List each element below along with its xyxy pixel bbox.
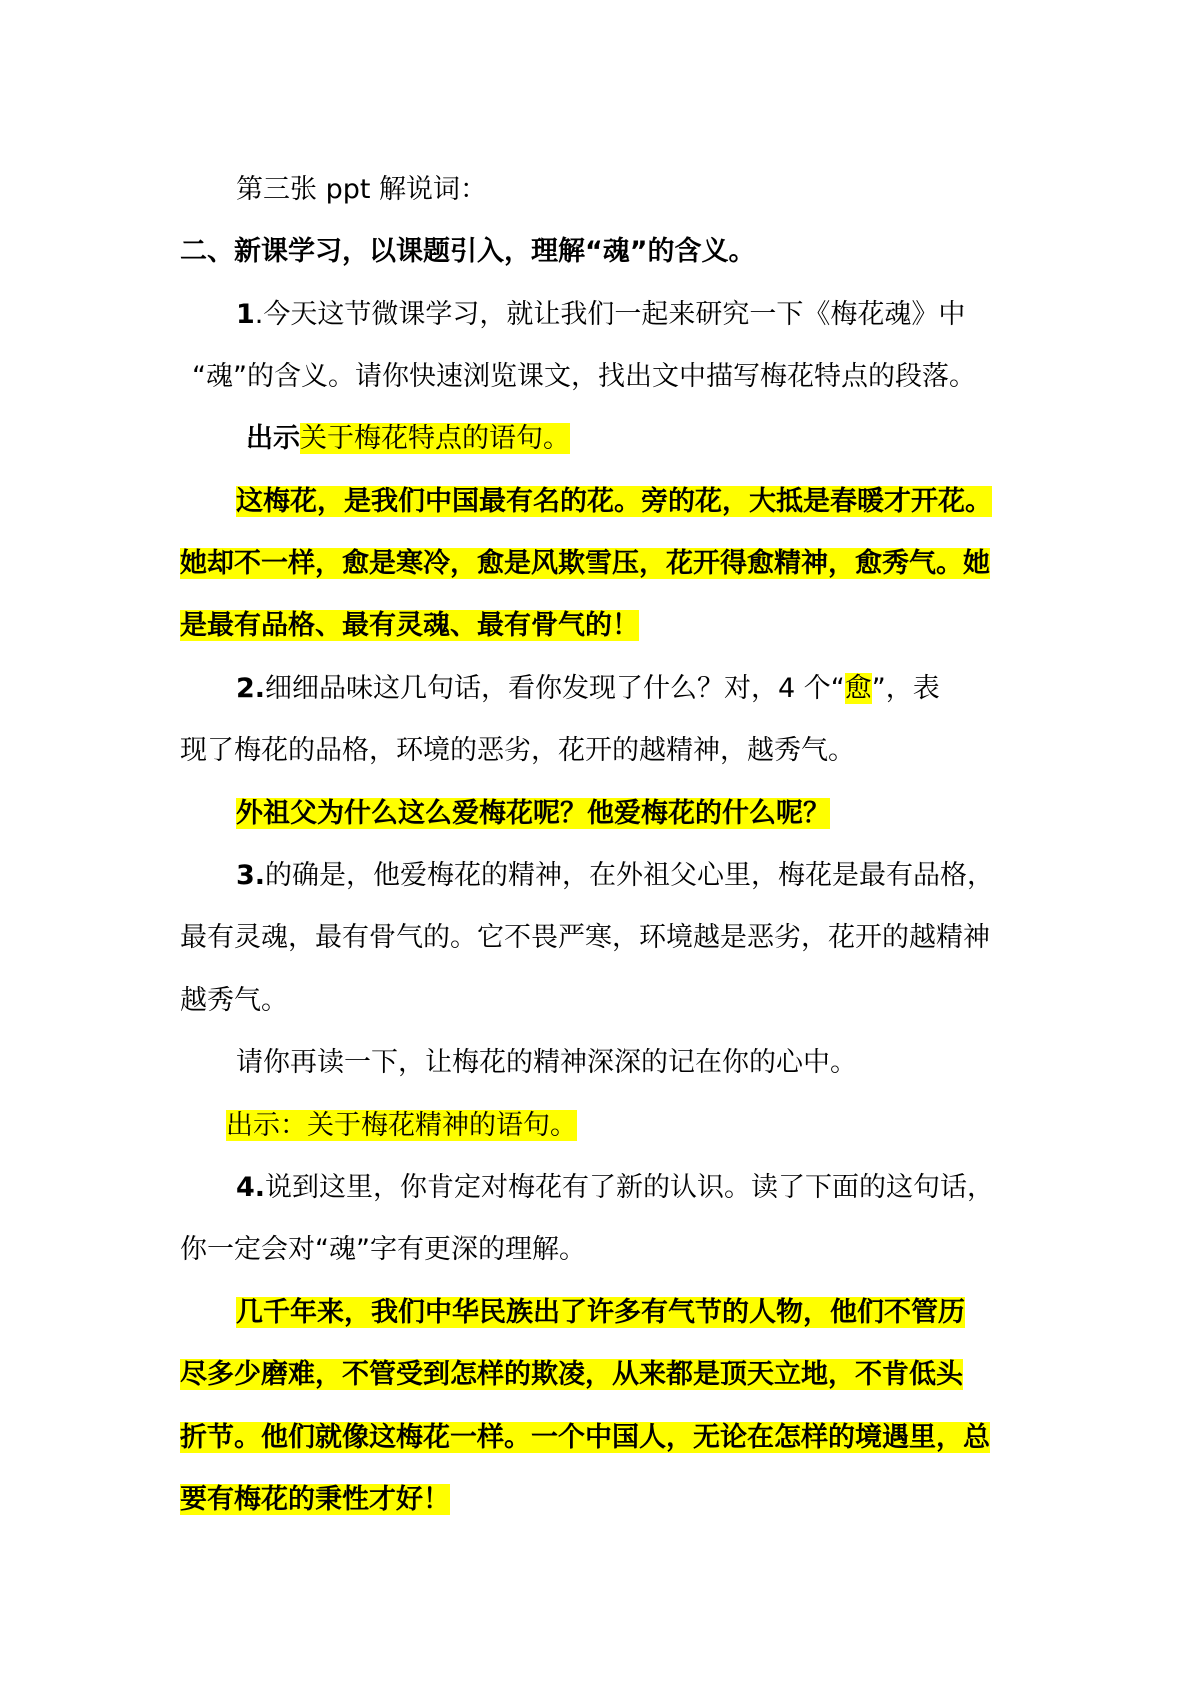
question-text: 外祖父为什么这么爱梅花呢？他爱梅花的什么呢？	[236, 798, 830, 829]
paragraph-3-text-3: 越秀气。	[180, 985, 288, 1016]
paragraph-3-text-2: 最有灵魂，最有骨气的。它不畏严寒，环境越是恶劣，花开的越精神	[180, 922, 990, 953]
paragraph-4-text-2: 你一定会对“魂”字有更深的理解。	[180, 1234, 586, 1265]
show-2-line	[226, 1106, 577, 1146]
quote-2-text-3: 折节。他们就像这梅花一样。一个中国人，无论在怎样的境遇里，总	[180, 1422, 990, 1453]
paragraph-1-text-2: “魂”的含义。请你快速浏览课文，找出文中描写梅花特点的段落。	[192, 361, 976, 392]
paragraph-3-number: 3.	[236, 860, 266, 891]
show-1-label: 出示	[246, 423, 300, 454]
read-again-text: 请你再读一下，让梅花的精神深深的记在你的心中。	[236, 1047, 857, 1078]
quote-1-text-2: 她却不一样，愈是寒冷，愈是风欺雪压，花开得愈精神，愈秀气。她	[180, 548, 990, 579]
quote-2-text-2: 尽多少磨难，不管受到怎样的欺凌，从来都是顶天立地，不肯低头	[180, 1359, 963, 1390]
paragraph-1-text-1: .今天这节微课学习，就让我们一起来研究一下《梅花魂》中	[254, 299, 966, 330]
intro-text: 第三张 ppt 解说词：	[236, 174, 488, 205]
quote-1-line-1	[236, 482, 992, 522]
section-title-text: 二、新课学习，以课题引入，理解“魂”的含义。	[180, 236, 756, 267]
paragraph-2-text-1a: 细细品味这几句话，看你发现了什么？对，4 个“	[265, 673, 845, 704]
paragraph-2-line-1	[236, 669, 940, 709]
quote-1-text-1: 这梅花，是我们中国最有名的花。旁的花，大抵是春暖才开花。	[236, 486, 992, 517]
quote-2-text-1: 几千年来，我们中华民族出了许多有气节的人物，他们不管历	[236, 1297, 965, 1328]
quote-2-line-4	[180, 1480, 450, 1520]
paragraph-1-line-1	[236, 295, 965, 335]
paragraph-3-line-3	[180, 981, 288, 1021]
paragraph-4-text-1: 说到这里，你肯定对梅花有了新的认识。读了下面的这句话，	[265, 1172, 995, 1203]
show-1-line	[246, 419, 570, 459]
paragraph-4-line-2	[180, 1230, 586, 1270]
paragraph-3-text-1: 的确是，他爱梅花的精神，在外祖父心里，梅花是最有品格，	[265, 860, 995, 891]
quote-2-line-2	[180, 1355, 963, 1395]
paragraph-3-line-2	[180, 918, 990, 958]
read-again-line	[236, 1043, 857, 1083]
section-title	[180, 232, 756, 272]
paragraph-2-yu: 愈	[844, 673, 872, 704]
paragraph-2-text-1b: ”，表	[871, 673, 940, 704]
paragraph-2-number: 2.	[236, 673, 266, 704]
quote-2-line-3	[180, 1418, 990, 1458]
paragraph-1-line-2	[192, 357, 976, 397]
show-2-text: 出示：关于梅花精神的语句。	[226, 1110, 577, 1141]
quote-1-line-2	[180, 544, 990, 584]
quote-1-line-3	[180, 606, 639, 646]
quote-2-text-4: 要有梅花的秉性才好！	[180, 1484, 450, 1515]
paragraph-4-number: 4.	[236, 1172, 266, 1203]
paragraph-4-line-1	[236, 1168, 994, 1208]
question-line	[236, 794, 830, 834]
show-1-text: 关于梅花特点的语句。	[300, 423, 570, 454]
quote-1-text-3: 是最有品格、最有灵魂、最有骨气的！	[180, 610, 639, 641]
paragraph-2-text-2: 现了梅花的品格，环境的恶劣，花开的越精神，越秀气。	[180, 735, 855, 766]
intro-line	[236, 170, 487, 210]
paragraph-1-number: 1	[236, 299, 255, 330]
paragraph-2-line-2	[180, 731, 855, 771]
quote-2-line-1	[236, 1293, 965, 1333]
paragraph-3-line-1	[236, 856, 994, 896]
